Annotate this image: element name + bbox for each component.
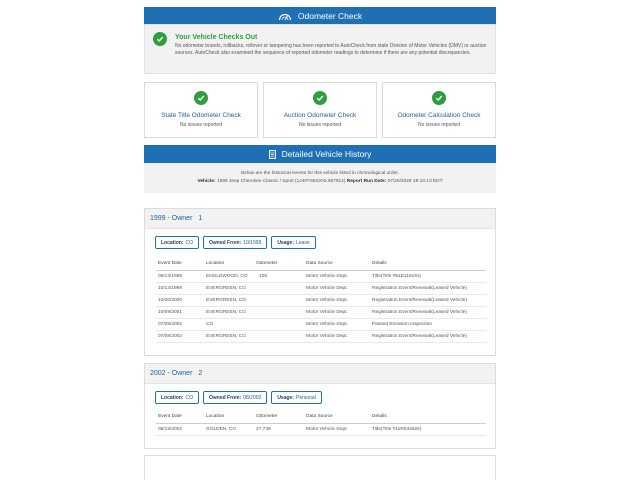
- column-header: Data Source: [306, 257, 372, 270]
- cell-location: EVERGREEN, CO: [206, 306, 256, 318]
- owner-number: 2: [198, 370, 203, 377]
- cell-date: 09/13/1999: [156, 270, 206, 282]
- cell-odometer: [256, 318, 306, 330]
- table-row: [156, 282, 486, 294]
- check-name: Auction Odometer Check: [283, 112, 357, 119]
- pill-label: Location:: [161, 394, 184, 401]
- auction-odometer-check-card: [263, 82, 377, 138]
- owned-from-pill: [203, 236, 267, 249]
- cell-odometer: [256, 282, 306, 294]
- cell-odometer: [256, 330, 306, 342]
- cell-odometer: [256, 294, 306, 306]
- owner-header[interactable]: [145, 364, 495, 384]
- table-row: [156, 294, 486, 306]
- check-status: No issues reported: [418, 122, 460, 128]
- pill-label: Owned From:: [209, 239, 242, 246]
- odometer-check-header: [144, 7, 496, 25]
- cell-details: Registration Event/Renewal(Leased Vehicle): [372, 294, 486, 306]
- owner-section-2: [144, 363, 496, 449]
- cell-source: Motor Vehicle Dept.: [306, 318, 372, 330]
- cell-odometer: [256, 306, 306, 318]
- check-name: Odometer Calculation Check: [397, 112, 481, 119]
- cell-details: Title(Title #51E116191): [372, 270, 486, 282]
- column-header: Location: [206, 257, 256, 270]
- report-run-date-label: Report Run Date:: [346, 178, 387, 184]
- vehicle-label: Vehicle:: [197, 178, 216, 184]
- column-header: Event Date: [156, 410, 206, 423]
- vehicle-checks-out-summary: [144, 24, 496, 74]
- pill-value: 08/2002: [243, 394, 262, 401]
- pill-label: Usage:: [277, 239, 294, 246]
- column-header: Location: [206, 410, 256, 423]
- owner-history-table: [156, 410, 486, 436]
- cell-details: Registration Event/Renewal(Leased Vehicle): [372, 282, 486, 294]
- location-pill: [155, 236, 199, 249]
- usage-pill: [271, 391, 321, 404]
- gauge-icon: [278, 12, 292, 21]
- cell-date: 07/08/2002: [156, 330, 206, 342]
- cell-date: 07/05/2002: [156, 318, 206, 330]
- check-name: State Title Odometer Check: [161, 112, 241, 119]
- cell-date: 10/09/2001: [156, 306, 206, 318]
- history-title: Detailed Vehicle History: [281, 149, 372, 159]
- owner-year: 2002 - Owner: [150, 370, 193, 377]
- cell-source: Motor Vehicle Dept.: [306, 306, 372, 318]
- cell-details: Passed Emission Inspection: [372, 318, 486, 330]
- pill-label: Usage:: [277, 394, 294, 401]
- cell-location: ENGLEWOOD, CO: [206, 270, 256, 282]
- check-status: No issues reported: [299, 122, 341, 128]
- cell-details: Registration Event/Renewal(Leased Vehicle): [372, 306, 486, 318]
- check-status: No issues reported: [180, 122, 222, 128]
- state-title-odometer-check-card: [144, 82, 258, 138]
- history-intro: [144, 163, 496, 193]
- table-header-row: [156, 410, 486, 423]
- column-header: Details: [372, 410, 486, 423]
- table-row: [156, 318, 486, 330]
- cell-odometer: 27,738: [256, 423, 306, 435]
- pill-label: Owned From:: [209, 394, 242, 401]
- owner-section-3: [144, 455, 496, 480]
- location-pill: [155, 391, 199, 404]
- table-row: [156, 330, 486, 342]
- owned-from-pill: [203, 391, 267, 404]
- owner-history-table: [156, 257, 486, 343]
- summary-description: No odometer brands, rollbacks, rollover or tampering has been reported to AutoCheck from state Division of Motor Vehicles (DMV) or auction sources. AutoCheck also examined the sequence of reported odometer readings to determine if there are any potential discrepancies.: [175, 43, 487, 57]
- odometer-check-cards: [144, 82, 496, 138]
- pill-value: CO: [185, 394, 193, 401]
- pill-value: Lease: [296, 239, 310, 246]
- cell-location: EVERGREEN, CO: [206, 282, 256, 294]
- table-row: [156, 306, 486, 318]
- cell-location: GOLDEN, CO: [206, 423, 256, 435]
- owner-number: 1: [198, 215, 203, 222]
- cell-date: 10/20/2000: [156, 294, 206, 306]
- owner-header[interactable]: [145, 209, 495, 229]
- column-header: Event Date: [156, 257, 206, 270]
- cell-details: Registration Event/Renewal(Leased Vehicle): [372, 330, 486, 342]
- pill-value: Personal: [296, 394, 316, 401]
- cell-source: Motor Vehicle Dept.: [306, 330, 372, 342]
- column-header: Odometer: [256, 410, 306, 423]
- table-row: [156, 423, 486, 435]
- check-icon: [194, 91, 208, 105]
- cell-location: CO: [206, 318, 256, 330]
- odometer-check-title: Odometer Check: [297, 11, 363, 21]
- pill-value: CO: [185, 239, 193, 246]
- check-icon: [313, 91, 327, 105]
- cell-source: Motor Vehicle Dept.: [306, 282, 372, 294]
- cell-source: Motor Vehicle Dept.: [306, 294, 372, 306]
- report-run-date-value: 07/20/2026 18:10:13 EDT: [387, 178, 443, 184]
- table-header-row: [156, 257, 486, 270]
- pill-value: 10/1999: [243, 239, 262, 246]
- cell-details: Title(Title #11R534626): [372, 423, 486, 435]
- cell-date: 10/13/1999: [156, 282, 206, 294]
- cell-source: Motor Vehicle Dept.: [306, 423, 372, 435]
- history-intro-line: Below are the historical events for this vehicle listed in chronological order.: [241, 171, 399, 176]
- column-header: Odometer: [256, 257, 306, 270]
- table-row: [156, 270, 486, 282]
- vehicle-value: 1999 Jeep Cherokee Classic / Sport (1J4FF68SXXL657912): [216, 178, 346, 184]
- cell-location: EVERGREEN, CO: [206, 330, 256, 342]
- pill-label: Location:: [161, 239, 184, 246]
- summary-title: Your Vehicle Checks Out: [175, 34, 258, 41]
- document-icon: [269, 150, 276, 159]
- owner-section-1: [144, 208, 496, 356]
- cell-date: 08/19/2002: [156, 423, 206, 435]
- owner-year: 1999 - Owner: [150, 215, 193, 222]
- detailed-vehicle-history-header: [144, 145, 496, 163]
- check-icon: [432, 91, 446, 105]
- usage-pill: [271, 236, 315, 249]
- column-header: Data Source: [306, 410, 372, 423]
- odometer-calculation-check-card: [382, 82, 496, 138]
- cell-source: Motor Vehicle Dept.: [306, 270, 372, 282]
- cell-odometer: 106: [256, 270, 306, 282]
- cell-location: EVERGREEN, CO: [206, 294, 256, 306]
- check-icon: [153, 32, 167, 46]
- column-header: Details: [372, 257, 486, 270]
